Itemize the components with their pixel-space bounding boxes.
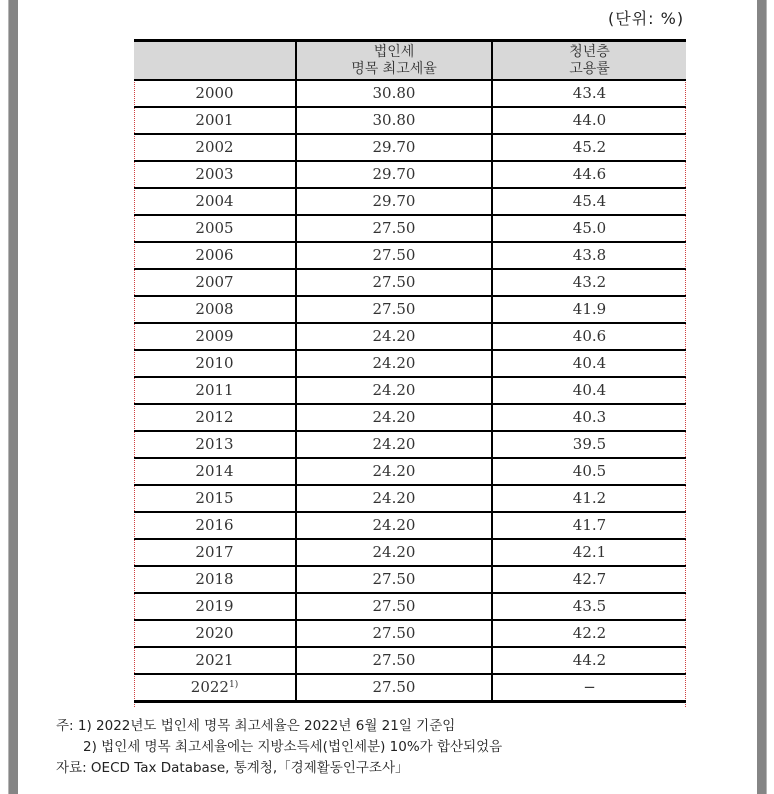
table-row — [134, 674, 686, 702]
cell-youth-employment: 43.5 — [492, 593, 686, 620]
cell-year — [134, 107, 296, 134]
cell-tax-rate: 27.50 — [296, 620, 492, 647]
cell-year — [134, 485, 296, 512]
cell-tax-rate: 24.20 — [296, 323, 492, 350]
year-value: 2017 — [195, 543, 234, 561]
cell-youth-employment: 41.7 — [492, 512, 686, 539]
tax-employment-table — [134, 39, 686, 703]
unit-label: (단위: %) — [608, 9, 685, 28]
cell-youth-employment: 39.5 — [492, 431, 686, 458]
cell-youth-employment: 43.4 — [492, 80, 686, 107]
table-header-row — [134, 41, 686, 81]
cell-tax-rate: 27.50 — [296, 647, 492, 674]
cell-year — [134, 404, 296, 431]
table-row — [134, 134, 686, 161]
cell-tax-rate: 24.20 — [296, 485, 492, 512]
year-value: 2022 — [190, 678, 229, 696]
table-row — [134, 512, 686, 539]
cell-year — [134, 188, 296, 215]
year-value: 2018 — [195, 570, 234, 588]
page-edge-right — [757, 0, 767, 794]
cell-year — [134, 620, 296, 647]
table-row — [134, 296, 686, 323]
table-row — [134, 161, 686, 188]
cell-youth-employment: − — [492, 674, 686, 702]
table-container — [134, 39, 686, 703]
table-row — [134, 107, 686, 134]
year-value: 2019 — [195, 597, 234, 615]
year-value: 2000 — [195, 84, 234, 102]
year-value: 2012 — [195, 408, 234, 426]
header-year — [134, 41, 296, 81]
footnote-2: 2) 법인세 명목 최고세율에는 지방소득세(법인세분) 10%가 합산되었음 — [83, 739, 503, 755]
cell-youth-employment: 43.8 — [492, 242, 686, 269]
header-youth-employment — [492, 41, 686, 81]
cell-year — [134, 269, 296, 296]
cell-year — [134, 566, 296, 593]
header-tax-rate — [296, 41, 492, 81]
cell-tax-rate: 30.80 — [296, 107, 492, 134]
cell-year — [134, 674, 296, 702]
cell-year — [134, 431, 296, 458]
table-row — [134, 269, 686, 296]
cell-youth-employment: 43.2 — [492, 269, 686, 296]
table-row — [134, 242, 686, 269]
cell-youth-employment: 45.4 — [492, 188, 686, 215]
cell-tax-rate: 27.50 — [296, 215, 492, 242]
table-row — [134, 404, 686, 431]
header-youth-employment-line2: 고용률 — [569, 61, 610, 77]
cell-tax-rate: 27.50 — [296, 269, 492, 296]
footnote-marker: 1) — [228, 680, 239, 690]
cell-tax-rate: 24.20 — [296, 377, 492, 404]
cell-year — [134, 161, 296, 188]
cell-youth-employment: 44.6 — [492, 161, 686, 188]
cell-youth-employment: 40.4 — [492, 350, 686, 377]
cell-youth-employment: 40.6 — [492, 323, 686, 350]
table-body — [134, 80, 686, 702]
year-value: 2002 — [195, 138, 234, 156]
cell-tax-rate: 24.20 — [296, 458, 492, 485]
cell-year — [134, 80, 296, 107]
cell-tax-rate: 29.70 — [296, 134, 492, 161]
cell-youth-employment: 40.3 — [492, 404, 686, 431]
cell-year — [134, 350, 296, 377]
table-row — [134, 323, 686, 350]
table-row — [134, 620, 686, 647]
year-value: 2009 — [195, 327, 234, 345]
table-row — [134, 647, 686, 674]
year-value: 2003 — [195, 165, 234, 183]
table-row — [134, 458, 686, 485]
table-row — [134, 566, 686, 593]
cell-youth-employment: 42.7 — [492, 566, 686, 593]
cell-year — [134, 593, 296, 620]
header-youth-employment-line1: 청년층 — [569, 44, 610, 60]
header-tax-rate-line1: 법인세 — [373, 44, 415, 60]
year-value: 2021 — [195, 651, 234, 669]
year-value: 2016 — [195, 516, 234, 534]
year-value: 2006 — [195, 246, 234, 264]
cell-tax-rate: 24.20 — [296, 350, 492, 377]
cell-tax-rate: 27.50 — [296, 593, 492, 620]
cell-youth-employment: 44.2 — [492, 647, 686, 674]
table-row — [134, 188, 686, 215]
cell-youth-employment: 42.2 — [492, 620, 686, 647]
cell-tax-rate: 29.70 — [296, 188, 492, 215]
cell-year — [134, 512, 296, 539]
cell-year — [134, 323, 296, 350]
cell-year — [134, 134, 296, 161]
year-value: 2020 — [195, 624, 234, 642]
source-note: 자료: OECD Tax Database, 통계청,「경제활동인구조사」 — [56, 760, 409, 776]
cell-year — [134, 458, 296, 485]
cell-year — [134, 296, 296, 323]
year-value: 2015 — [195, 489, 234, 507]
cell-youth-employment: 45.2 — [492, 134, 686, 161]
table-row — [134, 593, 686, 620]
header-tax-rate-line2: 명목 최고세율 — [351, 61, 437, 77]
cell-youth-employment: 41.9 — [492, 296, 686, 323]
cell-youth-employment: 42.1 — [492, 539, 686, 566]
cell-year — [134, 539, 296, 566]
page-edge-left — [8, 0, 18, 794]
cell-tax-rate: 24.20 — [296, 539, 492, 566]
cell-tax-rate: 27.50 — [296, 296, 492, 323]
year-value: 2011 — [195, 381, 234, 399]
cell-youth-employment: 44.0 — [492, 107, 686, 134]
table-row — [134, 350, 686, 377]
table-row — [134, 215, 686, 242]
year-value: 2001 — [195, 111, 234, 129]
year-value: 2004 — [195, 192, 234, 210]
cell-youth-employment: 40.5 — [492, 458, 686, 485]
cell-year — [134, 215, 296, 242]
year-value: 2007 — [195, 273, 234, 291]
cell-youth-employment: 45.0 — [492, 215, 686, 242]
table-row — [134, 80, 686, 107]
table-row — [134, 539, 686, 566]
cell-year — [134, 647, 296, 674]
year-value: 2008 — [195, 300, 234, 318]
year-value: 2013 — [195, 435, 234, 453]
cell-youth-employment: 40.4 — [492, 377, 686, 404]
year-value: 2010 — [195, 354, 234, 372]
year-value: 2014 — [195, 462, 234, 480]
cell-tax-rate: 24.20 — [296, 431, 492, 458]
cell-tax-rate: 27.50 — [296, 566, 492, 593]
cell-tax-rate: 24.20 — [296, 404, 492, 431]
year-value: 2005 — [195, 219, 234, 237]
cell-tax-rate: 30.80 — [296, 80, 492, 107]
cell-year — [134, 242, 296, 269]
table-row — [134, 377, 686, 404]
cell-year — [134, 377, 296, 404]
cell-tax-rate: 24.20 — [296, 512, 492, 539]
cell-tax-rate: 27.50 — [296, 242, 492, 269]
cell-tax-rate: 27.50 — [296, 674, 492, 702]
table-row — [134, 431, 686, 458]
footnote-1: 주: 1) 2022년도 법인세 명목 최고세율은 2022년 6월 21일 기준임 — [56, 718, 456, 734]
table-row — [134, 485, 686, 512]
cell-youth-employment: 41.2 — [492, 485, 686, 512]
cell-tax-rate: 29.70 — [296, 161, 492, 188]
footnotes — [56, 716, 502, 779]
